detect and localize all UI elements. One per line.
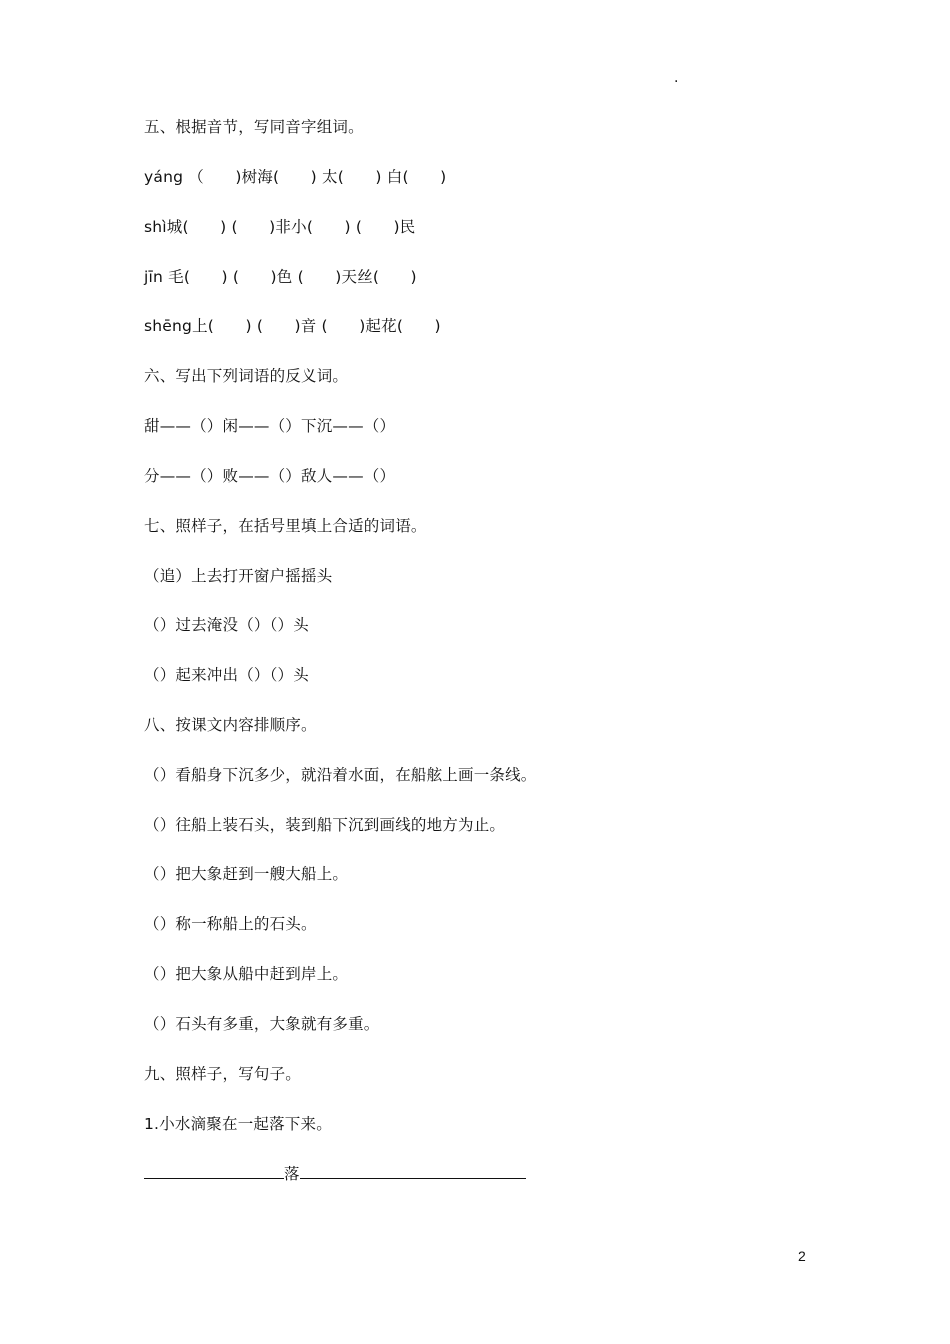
pinyin-row-sheng: shēng上( ) ( )音 ( )起花( ) (144, 317, 441, 335)
sentence-example: 1.小水滴聚在一起落下来。 (144, 1115, 332, 1133)
pinyin-row-yang: yáng （ )树海( ) 太( ) 白( ) (144, 168, 447, 186)
order-item-4: （）称一称船上的石头。 (144, 915, 317, 933)
section-5-title: 五、根据音节，写同音字组词。 (144, 118, 364, 136)
order-item-5: （）把大象从船中赶到岸上。 (144, 965, 349, 983)
fill-example-row: （追）上去打开窗户摇摇头 (144, 567, 333, 585)
order-item-3: （）把大象赶到一艘大船上。 (144, 865, 349, 883)
page-number: 2 (798, 1248, 806, 1264)
order-item-1: （）看船身下沉多少，就沿着水面，在船舷上画一条线。 (144, 766, 537, 784)
fill-row-1: （）过去淹没（）（）头 (144, 616, 309, 634)
section-6-title: 六、写出下列词语的反义词。 (144, 367, 349, 385)
answer-blank-right[interactable] (300, 1162, 526, 1179)
order-item-6: （）石头有多重，大象就有多重。 (144, 1015, 380, 1033)
pinyin-row-shi: shì城( ) ( )非小( ) ( )民 (144, 218, 416, 236)
section-8-title: 八、按课文内容排顺序。 (144, 716, 317, 734)
antonym-row-2: 分——（）败——（）敌人——（） (144, 467, 396, 485)
antonym-row-1: 甜——（）闲——（）下沉——（） (144, 417, 396, 435)
order-item-2: （）往船上装石头，装到船下沉到画线的地方为止。 (144, 816, 506, 834)
sentence-answer-line (144, 1162, 526, 1185)
section-9-title: 九、照样子，写句子。 (144, 1065, 302, 1083)
answer-keyword: 落 (284, 1165, 300, 1183)
pinyin-row-jin: jīn 毛( ) ( )色 ( )天丝( ) (144, 268, 417, 286)
answer-blank-left[interactable] (144, 1162, 284, 1179)
section-7-title: 七、照样子，在括号里填上合适的词语。 (144, 517, 427, 535)
header-mark: . (674, 70, 679, 86)
fill-row-2: （）起来冲出（）（）头 (144, 666, 309, 684)
